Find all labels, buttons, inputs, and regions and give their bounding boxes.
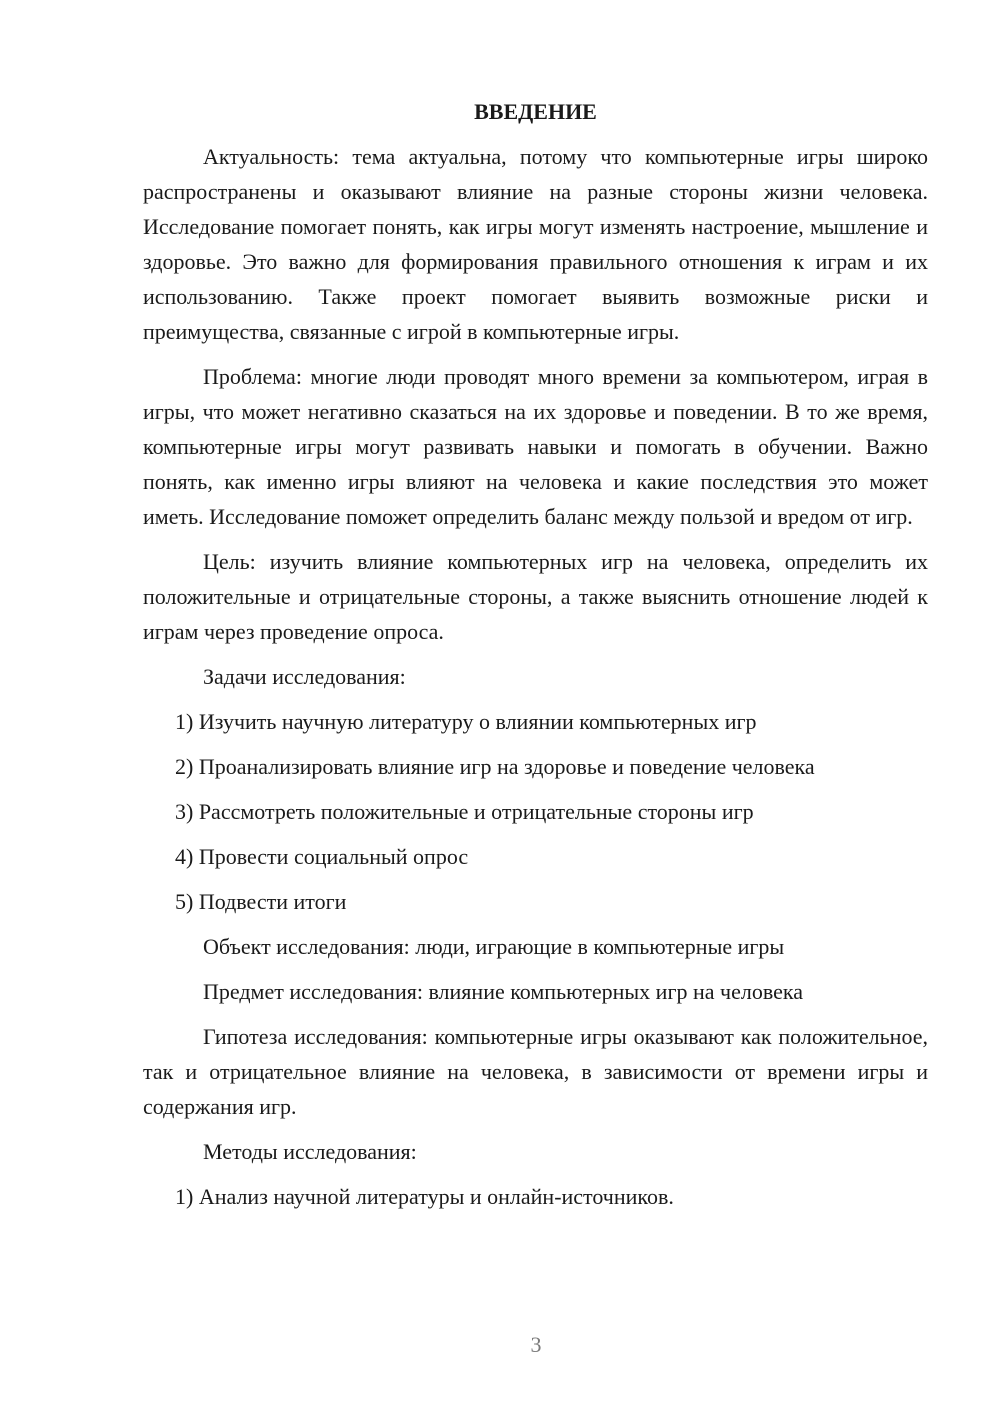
task-item: 3) Рассмотреть положительные и отрицательные стороны игр — [175, 799, 754, 824]
problem-paragraph: Проблема: многие люди проводят много времени за компьютером, играя в игры, что может негативно сказаться на их здоровье и поведении. В то же время, компьютерные игры могут развивать навыки и помогать в обучении. Важно понять, как именно игры влияют на человека и какие последствия это может иметь. Исследование поможет определить баланс между пользой и вредом от игр. — [143, 364, 928, 529]
subject-line: Предмет исследования: влияние компьютерных игр на человека — [203, 979, 803, 1004]
task-item: 2) Проанализировать влияние игр на здоровье и поведение человека — [175, 754, 815, 779]
methods-heading: Методы исследования: — [203, 1139, 417, 1164]
hypothesis-paragraph: Гипотеза исследования: компьютерные игры оказывают как положительное, так и отрицательное влияние на человека, в зависимости от времени игры и содержания игр. — [143, 1024, 928, 1119]
relevance-paragraph: Актуальность: тема актуальна, потому что компьютерные игры широко распространены и оказывают влияние на разные стороны жизни человека. Исследование помогает понять, как игры могут изменять настроение, мышление и здоровье. Это важно для формирования правильного отношения к играм и их использованию. Также проект помогает выявить возможные риски и преимущества, связанные с игрой в компьютерные игры. — [143, 144, 928, 344]
task-item: 4) Провести социальный опрос — [175, 844, 469, 869]
tasks-heading: Задачи исследования: — [203, 664, 406, 689]
page-content — [143, 94, 928, 1224]
task-item: 1) Изучить научную литературу о влиянии компьютерных игр — [175, 709, 757, 734]
section-title: ВВЕДЕНИЕ — [474, 99, 597, 124]
object-line: Объект исследования: люди, играющие в компьютерные игры — [203, 934, 785, 959]
page-number: 3 — [530, 1332, 542, 1357]
task-item: 5) Подвести итоги — [175, 889, 347, 914]
goal-paragraph: Цель: изучить влияние компьютерных игр на человека, определить их положительные и отрицательные стороны, а также выяснить отношение людей к играм через проведение опроса. — [143, 549, 928, 644]
method-item: 1) Анализ научной литературы и онлайн-источников. — [175, 1184, 674, 1209]
